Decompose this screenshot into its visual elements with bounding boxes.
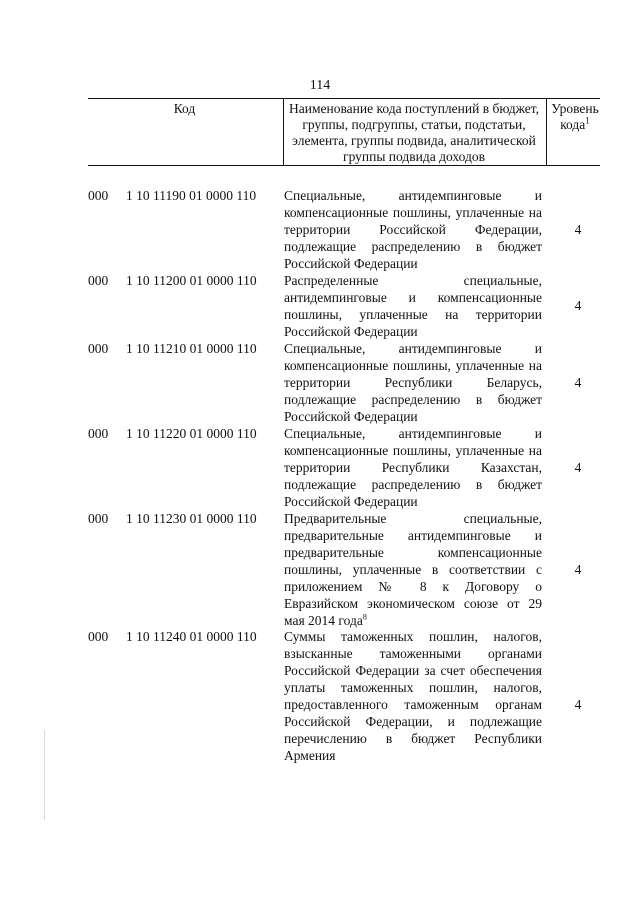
row-name: [284, 510, 542, 629]
header-level-footnote: 1: [585, 115, 590, 126]
row-prefix: 000: [88, 629, 109, 644]
row-name-text: Распределенные специальные, антидемпинговые и компенсационные пошлины, уплаченные на территории Российской Федерации: [284, 273, 542, 339]
row-name: [284, 340, 542, 425]
page-number: 114: [309, 78, 331, 93]
row-name-text: Специальные, антидемпинговые и компенсационные пошлины, уплаченные на территории Республики Беларусь, подлежащие распределению в бюджет Российской Федерации: [284, 341, 542, 424]
row-name: [284, 628, 542, 764]
row-name-text: Специальные, антидемпинговые и компенсационные пошлины, уплаченные на территории Республики Казахстан, подлежащие распределению в бюджет Российской Федерации: [284, 426, 542, 509]
header-level-label: Уровень кода: [551, 101, 599, 132]
row-code: 1 10 11240 01 0000 110: [126, 629, 257, 644]
row-prefix: 000: [88, 426, 109, 441]
row-code: 1 10 11200 01 0000 110: [126, 273, 257, 288]
row-level: 4: [574, 222, 582, 237]
row-name: [284, 187, 542, 272]
row-footnote: 8: [362, 612, 367, 622]
table-header: [88, 98, 600, 166]
row-name-text: Суммы таможенных пошлин, налогов, взысканные таможенными органами Российской Федерации за счет обеспечения уплаты таможенных пошлин, налогов, предоставленного таможенным органам Российской Федерации, и подлежащие перечислению в бюджет Республики Армения: [284, 629, 542, 763]
row-name: [284, 272, 542, 340]
header-name: Наименование кода поступлений в бюджет, группы, подгруппы, статьи, подстатьи, элемента, группы подвида, аналитической группы подвида доходов: [288, 101, 539, 164]
header-level: [550, 101, 600, 133]
row-code: 1 10 11190 01 0000 110: [126, 188, 257, 203]
row-level: 4: [574, 298, 582, 313]
row-name-text: Предварительные специальные, предварительные антидемпинговые и предварительные компенсационные пошлины, уплаченные в соответствии с приложением № 8 к Договору о Евразийском экономическом союзе от 29 мая 2014 года: [284, 511, 542, 628]
row-code: 1 10 11210 01 0000 110: [126, 341, 257, 356]
row-level: 4: [574, 562, 582, 577]
scan-margin-mark: [44, 730, 45, 820]
row-prefix: 000: [88, 273, 109, 288]
row-prefix: 000: [88, 511, 109, 526]
row-level: 4: [574, 375, 582, 390]
row-name: [284, 425, 542, 510]
row-name-text: Специальные, антидемпинговые и компенсационные пошлины, уплаченные на территории Российской Федерации, подлежащие распределению в бюджет Российской Федерации: [284, 188, 542, 271]
row-level: 4: [574, 697, 582, 712]
header-divider: [546, 99, 547, 165]
row-code: 1 10 11230 01 0000 110: [126, 511, 257, 526]
header-code: Код: [173, 101, 196, 116]
row-prefix: 000: [88, 341, 109, 356]
row-prefix: 000: [88, 188, 109, 203]
row-level: 4: [574, 460, 582, 475]
row-code: 1 10 11220 01 0000 110: [126, 426, 257, 441]
